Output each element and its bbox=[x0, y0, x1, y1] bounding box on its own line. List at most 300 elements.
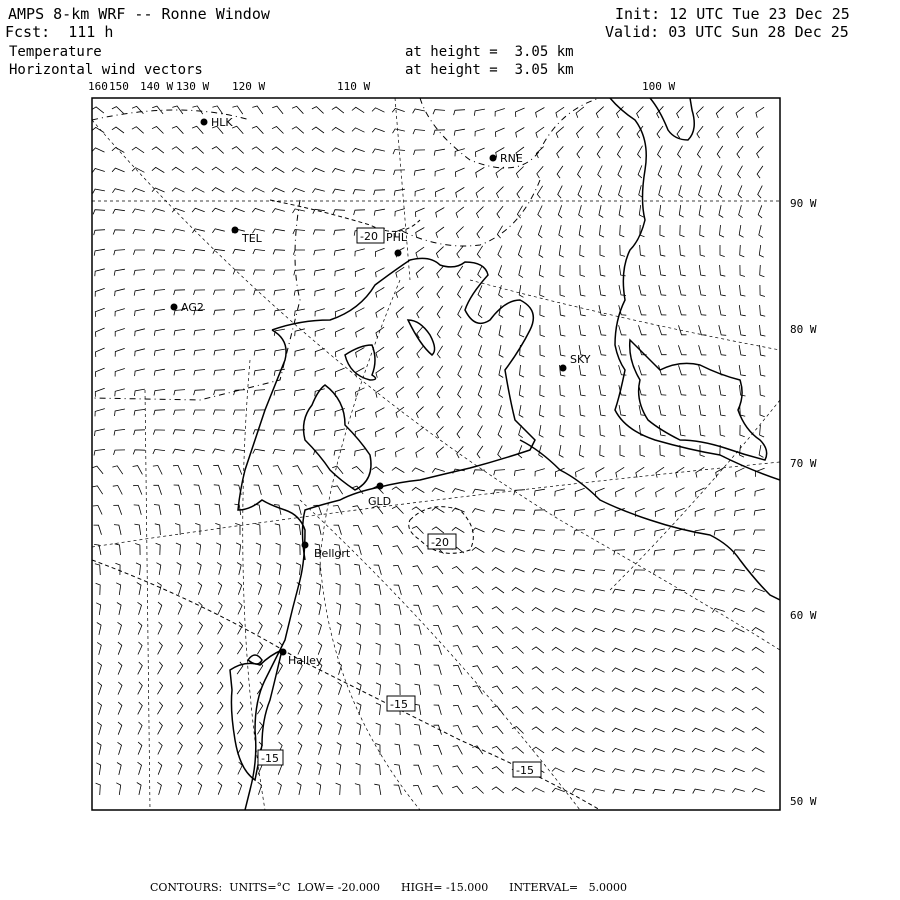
wind-barb bbox=[253, 430, 265, 435]
wind-barb bbox=[560, 285, 565, 297]
wind-barb bbox=[354, 545, 362, 555]
wind-barb bbox=[315, 409, 325, 416]
wind-barb bbox=[272, 209, 285, 213]
wind-barb bbox=[616, 488, 625, 497]
wind-barb bbox=[734, 530, 745, 536]
wind-barb bbox=[154, 349, 165, 356]
wind-barb bbox=[198, 782, 202, 795]
ronne-ice-shelf bbox=[272, 258, 535, 560]
wind-barb bbox=[476, 167, 485, 177]
wind-barb bbox=[198, 762, 202, 775]
wind-barb bbox=[172, 208, 185, 212]
wind-barb bbox=[298, 722, 302, 735]
wind-barb bbox=[298, 642, 302, 655]
wind-barb bbox=[156, 543, 161, 555]
svg-text:PHL: PHL bbox=[386, 231, 408, 244]
wind-barb bbox=[658, 325, 666, 335]
wind-barb bbox=[113, 230, 125, 235]
wind-barb bbox=[173, 229, 185, 233]
wind-barb bbox=[95, 564, 100, 575]
lon-label-100w: 100 W bbox=[642, 80, 676, 93]
wind-barb bbox=[560, 305, 566, 316]
wind-barb bbox=[352, 148, 365, 152]
wind-barb bbox=[579, 385, 585, 396]
wind-barb bbox=[437, 346, 442, 358]
wind-barb bbox=[453, 646, 462, 655]
wind-barb bbox=[677, 106, 684, 118]
wind-barb bbox=[592, 609, 605, 613]
wind-barb bbox=[114, 450, 126, 455]
wind-barb bbox=[432, 507, 444, 512]
wind-barb bbox=[472, 787, 484, 794]
wind-barb bbox=[252, 188, 265, 192]
wind-barb bbox=[392, 108, 405, 112]
wind-barb bbox=[580, 265, 585, 277]
wind-barb bbox=[112, 107, 124, 114]
wind-barb bbox=[713, 589, 725, 593]
wind-barb bbox=[492, 607, 504, 614]
wind-barb bbox=[298, 622, 302, 635]
wind-barb bbox=[674, 550, 685, 556]
wind-barb bbox=[556, 127, 564, 138]
wind-barb bbox=[679, 425, 685, 436]
wind-barb bbox=[333, 506, 342, 515]
wind-barb bbox=[252, 126, 263, 133]
wind-barb bbox=[415, 208, 424, 217]
wind-barb bbox=[192, 208, 205, 212]
wind-barb bbox=[214, 370, 225, 376]
wind-barb bbox=[458, 286, 463, 298]
wind-barb bbox=[175, 524, 180, 536]
wind-barb bbox=[432, 488, 445, 492]
wind-barb bbox=[295, 309, 305, 316]
wind-barb bbox=[97, 623, 101, 635]
wind-barb bbox=[458, 366, 462, 379]
wind-barb bbox=[295, 544, 300, 556]
wind-barb bbox=[274, 290, 285, 296]
wind-barb bbox=[254, 310, 265, 316]
wind-barb bbox=[355, 288, 364, 297]
wind-barb bbox=[680, 225, 685, 237]
wind-barb bbox=[517, 186, 523, 198]
wind-barb bbox=[254, 329, 265, 335]
wind-barb bbox=[552, 647, 564, 652]
wind-barb bbox=[532, 647, 544, 653]
wind-barb bbox=[653, 570, 665, 575]
wind-barb bbox=[374, 190, 385, 195]
wind-barb bbox=[752, 628, 764, 633]
wind-barb bbox=[156, 563, 160, 575]
wind-barb bbox=[714, 529, 725, 535]
wind-barb bbox=[518, 245, 522, 257]
wind-barb bbox=[739, 305, 745, 316]
wind-barb bbox=[712, 748, 725, 752]
wind-barb bbox=[640, 245, 646, 256]
wind-barb bbox=[455, 149, 465, 157]
wind-barb bbox=[112, 127, 124, 133]
wind-barb bbox=[552, 788, 565, 792]
wind-barb bbox=[313, 486, 323, 495]
wind-barb bbox=[612, 668, 625, 672]
wind-barb bbox=[612, 708, 625, 712]
wind-barb bbox=[737, 146, 743, 158]
wind-barb bbox=[477, 446, 483, 458]
wind-barb bbox=[178, 762, 182, 775]
wind-barb bbox=[553, 569, 565, 573]
wind-barb bbox=[152, 127, 164, 134]
wind-barb bbox=[258, 622, 263, 635]
wind-barb bbox=[752, 687, 764, 693]
wind-barb bbox=[174, 329, 185, 335]
wind-barb bbox=[172, 126, 183, 133]
wind-barb bbox=[540, 325, 545, 337]
wind-barb bbox=[373, 545, 382, 554]
wind-barb bbox=[680, 245, 686, 256]
wind-barb bbox=[578, 185, 582, 198]
wind-barb bbox=[217, 562, 221, 574]
wind-barb bbox=[693, 789, 705, 793]
wind-barb bbox=[354, 210, 365, 215]
wind-barb bbox=[572, 608, 585, 612]
wind-barb bbox=[760, 405, 765, 417]
wind-barb bbox=[458, 386, 463, 399]
wind-barb bbox=[732, 628, 745, 632]
wind-barb bbox=[679, 405, 686, 415]
wind-barb bbox=[453, 746, 463, 755]
wind-barb bbox=[478, 345, 482, 358]
wind-barb bbox=[713, 570, 725, 575]
wind-barb bbox=[414, 684, 420, 695]
wind-barb bbox=[376, 703, 381, 715]
wind-barb bbox=[172, 167, 184, 172]
wind-barb bbox=[576, 468, 585, 477]
wind-barb bbox=[174, 410, 186, 415]
wind-barb bbox=[592, 769, 605, 773]
wind-barb bbox=[696, 467, 704, 477]
wind-barb bbox=[433, 786, 443, 795]
wind-barb bbox=[133, 466, 143, 475]
wind-barb bbox=[135, 369, 145, 376]
wind-barb bbox=[214, 310, 225, 315]
wind-barb bbox=[376, 367, 384, 378]
wind-barb bbox=[499, 285, 503, 298]
wind-barb bbox=[673, 609, 685, 613]
wind-barb bbox=[316, 583, 321, 595]
wind-barb bbox=[415, 189, 425, 197]
meridian-3 bbox=[320, 280, 420, 810]
wind-barb bbox=[373, 526, 383, 535]
wind-barb bbox=[396, 287, 404, 298]
wind-barb bbox=[699, 405, 706, 416]
wind-barb bbox=[417, 386, 424, 398]
wind-barb bbox=[295, 369, 305, 376]
svg-text:HLK: HLK bbox=[211, 116, 233, 129]
wind-barb bbox=[315, 309, 325, 317]
wind-barb bbox=[395, 624, 401, 635]
wind-barb bbox=[620, 245, 625, 256]
wind-barb bbox=[134, 389, 145, 396]
wind-barb bbox=[417, 287, 424, 299]
wind-barb bbox=[115, 544, 121, 555]
wind-barb bbox=[237, 642, 242, 654]
svg-text:TEL: TEL bbox=[242, 232, 262, 245]
wind-barb bbox=[177, 702, 183, 714]
wind-barb bbox=[133, 230, 145, 235]
wind-barb bbox=[116, 583, 121, 595]
wind-barb bbox=[376, 683, 381, 695]
wind-barb bbox=[113, 486, 123, 495]
wind-barb bbox=[560, 385, 565, 396]
wind-barb bbox=[232, 208, 245, 212]
wind-barb bbox=[173, 249, 185, 254]
wind-barb bbox=[456, 227, 463, 239]
peninsula-coast-west bbox=[650, 98, 694, 140]
wind-barb bbox=[233, 410, 245, 415]
wind-barb bbox=[372, 108, 385, 112]
wind-barb bbox=[258, 782, 262, 795]
wind-barb bbox=[612, 769, 624, 773]
wind-barb bbox=[177, 722, 182, 734]
wind-barb bbox=[96, 763, 100, 775]
wind-barb bbox=[137, 583, 141, 595]
svg-text:Halley: Halley bbox=[288, 654, 323, 667]
wind-barb bbox=[132, 168, 144, 173]
wind-barb bbox=[233, 449, 245, 453]
wind-barb bbox=[237, 702, 243, 714]
wind-barb bbox=[472, 746, 483, 754]
wind-barb bbox=[337, 623, 341, 635]
wind-barb bbox=[158, 762, 162, 775]
wind-barb bbox=[376, 307, 384, 317]
wind-barb bbox=[273, 449, 285, 454]
wind-barb bbox=[217, 682, 223, 694]
wind-barb bbox=[456, 207, 464, 218]
wind-barb bbox=[215, 523, 220, 535]
wind-barb bbox=[760, 265, 765, 277]
wind-barb bbox=[436, 208, 445, 218]
wind-barb bbox=[433, 606, 442, 615]
wind-barb bbox=[697, 146, 702, 158]
wind-barb bbox=[218, 602, 222, 615]
wind-barb bbox=[118, 742, 122, 755]
wind-barb bbox=[252, 147, 264, 153]
wind-barb bbox=[619, 185, 623, 198]
wind-barb bbox=[414, 644, 421, 655]
wind-barb bbox=[217, 642, 222, 654]
wind-barb bbox=[414, 724, 421, 735]
wind-barb bbox=[620, 425, 626, 436]
meridian-5 bbox=[145, 390, 150, 810]
graticule bbox=[92, 98, 780, 810]
wind-barb bbox=[414, 625, 421, 635]
wind-barb bbox=[133, 250, 145, 255]
wind-barb bbox=[592, 728, 605, 732]
wind-barb bbox=[112, 189, 124, 193]
wind-barb bbox=[157, 582, 161, 594]
wind-barb bbox=[553, 549, 565, 554]
wind-barb bbox=[376, 387, 384, 397]
wind-barb bbox=[434, 149, 445, 156]
wind-barb bbox=[317, 763, 321, 775]
lon-label-130w: 130 W bbox=[176, 80, 210, 93]
wind-barb bbox=[92, 107, 104, 113]
wind-barb bbox=[354, 564, 361, 575]
wind-barb bbox=[612, 748, 625, 752]
wind-barb bbox=[512, 587, 524, 592]
wind-barb bbox=[293, 466, 303, 475]
wind-barb bbox=[732, 648, 745, 653]
wind-barb bbox=[600, 245, 605, 257]
wind-barb bbox=[195, 523, 200, 535]
wind-barb bbox=[194, 290, 206, 295]
wind-barb bbox=[575, 509, 585, 516]
peninsula-coast-east bbox=[610, 98, 780, 480]
wind-barb bbox=[318, 642, 322, 655]
wind-barb bbox=[532, 568, 545, 572]
wind-barb bbox=[252, 167, 264, 172]
wind-barb bbox=[636, 467, 644, 477]
wind-barb bbox=[496, 167, 504, 178]
wind-barb bbox=[375, 764, 381, 775]
wind-barb bbox=[739, 225, 743, 237]
wind-barb bbox=[520, 365, 525, 377]
wind-barb bbox=[492, 587, 504, 593]
wind-barb bbox=[579, 325, 586, 336]
wind-barb bbox=[138, 702, 143, 714]
wind-barb bbox=[492, 646, 503, 654]
wind-barb bbox=[572, 728, 585, 733]
wind-barb bbox=[356, 328, 365, 338]
wind-barb bbox=[293, 230, 305, 235]
wind-barb bbox=[213, 290, 225, 295]
wind-barb bbox=[452, 489, 465, 493]
wind-barb bbox=[736, 468, 745, 477]
wind-barb bbox=[333, 210, 345, 215]
wind-barb bbox=[255, 524, 260, 536]
wind-barb bbox=[492, 567, 504, 572]
wind-barb bbox=[335, 388, 344, 396]
wind-barb bbox=[697, 126, 703, 138]
wind-barb bbox=[413, 566, 423, 575]
wind-barb bbox=[473, 470, 485, 475]
wind-barb bbox=[599, 405, 605, 416]
wind-barb bbox=[759, 445, 763, 457]
wind-barb bbox=[134, 524, 140, 535]
wind-barb bbox=[499, 385, 503, 397]
wind-barb bbox=[560, 405, 565, 417]
wind-barb bbox=[539, 245, 543, 257]
wind-barb bbox=[473, 666, 483, 675]
wind-barb bbox=[336, 783, 341, 795]
wind-barb bbox=[157, 682, 162, 694]
wind-barb bbox=[138, 602, 142, 615]
wind-barb bbox=[118, 642, 122, 655]
wind-barb bbox=[115, 329, 125, 337]
wind-barb bbox=[499, 365, 503, 377]
wind-barb bbox=[732, 768, 745, 772]
wind-barb bbox=[735, 488, 744, 496]
svg-text:-20: -20 bbox=[360, 230, 378, 243]
wind-barb bbox=[740, 265, 745, 277]
wind-barb bbox=[639, 265, 646, 276]
wind-barb bbox=[256, 543, 261, 555]
wind-barb bbox=[332, 127, 344, 132]
wind-barb bbox=[312, 189, 324, 193]
wind-barb bbox=[112, 466, 122, 474]
wind-barb bbox=[393, 565, 402, 574]
wind-barb bbox=[732, 589, 744, 593]
wind-barb bbox=[95, 429, 105, 436]
wind-barb bbox=[577, 126, 584, 138]
wind-barb bbox=[193, 465, 202, 474]
wind-barb bbox=[539, 425, 543, 437]
wind-barb bbox=[759, 225, 763, 238]
station-phl bbox=[386, 231, 408, 257]
wind-barb bbox=[619, 285, 626, 295]
wind-barb bbox=[335, 348, 344, 357]
wind-barb bbox=[715, 509, 725, 517]
wind-barb bbox=[353, 190, 365, 195]
wind-barb bbox=[679, 205, 683, 217]
wind-barb bbox=[154, 309, 165, 315]
wind-barb bbox=[472, 646, 482, 654]
wind-barb bbox=[435, 188, 444, 197]
wind-barb bbox=[560, 345, 566, 356]
wind-barb bbox=[194, 350, 205, 356]
wind-barb bbox=[158, 662, 163, 674]
wind-barb bbox=[292, 168, 304, 173]
wind-barb bbox=[154, 290, 165, 296]
wind-barb bbox=[194, 330, 205, 336]
wind-barb bbox=[592, 668, 605, 673]
wind-barb bbox=[272, 167, 284, 172]
wind-barb bbox=[752, 647, 764, 652]
wind-barb bbox=[154, 410, 165, 415]
wind-barb bbox=[672, 668, 685, 672]
wind-barb bbox=[653, 609, 665, 613]
wind-barb bbox=[392, 467, 404, 472]
wind-barb bbox=[712, 609, 725, 613]
contour-label-minus15-b bbox=[258, 750, 283, 765]
wind-barb bbox=[592, 708, 605, 713]
wind-barb bbox=[237, 563, 241, 575]
wind-barb bbox=[655, 508, 664, 516]
wind-barb bbox=[98, 702, 102, 715]
wind-barb bbox=[337, 722, 341, 735]
wind-barb bbox=[315, 369, 325, 377]
wind-barb bbox=[533, 530, 545, 535]
wind-barb bbox=[336, 763, 340, 775]
wind-barb bbox=[713, 789, 725, 793]
wind-barb bbox=[560, 425, 565, 437]
wind-barb bbox=[580, 445, 585, 457]
wind-barb bbox=[393, 150, 405, 155]
wind-barb bbox=[659, 385, 667, 395]
wind-barb bbox=[559, 245, 564, 257]
wind-barb bbox=[92, 148, 105, 152]
station-ag2 bbox=[171, 301, 204, 314]
wind-barb bbox=[355, 268, 364, 276]
wind-barb bbox=[552, 687, 564, 693]
wind-barb bbox=[658, 165, 662, 178]
wind-barb bbox=[478, 266, 483, 278]
wind-barb bbox=[395, 664, 400, 676]
wind-barb bbox=[213, 430, 225, 435]
wind-barb bbox=[692, 748, 705, 752]
wind-barb bbox=[392, 487, 404, 493]
wind-barb bbox=[197, 662, 203, 674]
wind-barb bbox=[552, 727, 564, 732]
